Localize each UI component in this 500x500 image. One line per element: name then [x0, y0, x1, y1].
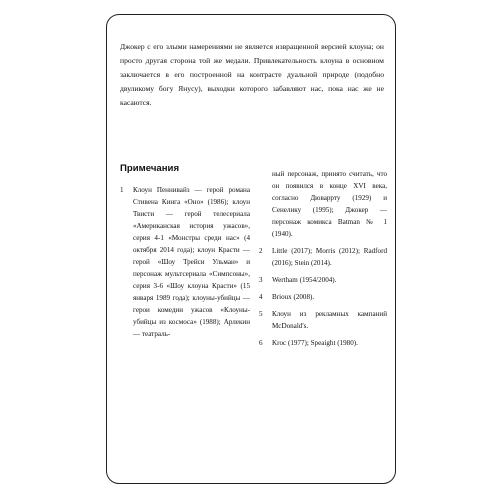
note-item [259, 308, 387, 332]
note-text: Little (2017); Morris (2012); Radford (2016); Stein (2014). [272, 247, 387, 267]
note-item [259, 274, 387, 286]
notes-column-right [259, 168, 387, 354]
note-item [259, 291, 387, 303]
note-number: 6 [259, 339, 263, 347]
note-text: Клоун Пеннивайз — герой романа Стивена Кинга «Оно» (1986); клоун Твисти — герой телесериала «Американская история ужасов», серия 4-1 «Монстры среди нас» (4 октября 2014 года); клоун Красти — герой «Шоу Трейси Ульман» и персонаж мультсериала «Симпсоны», серия 3-6 «Шоу клоуна Красти» (15 января 1989 года); клоуны-убийцы — герои комедии ужасов «Клоуны-убийцы из космоса» (1988); Арлекин — театраль- [133, 186, 250, 338]
note-text: Wertham (1954/2004). [272, 276, 337, 284]
note-continuation [259, 168, 387, 240]
note-item [120, 184, 250, 340]
notes-heading: Примечания [120, 163, 180, 174]
note-number: 1 [120, 186, 124, 194]
note-number: 3 [259, 276, 263, 284]
note-text: Brioux (2008). [272, 293, 315, 301]
book-page [106, 14, 396, 484]
note-number: 5 [259, 310, 263, 318]
note-item [259, 337, 387, 349]
body-paragraph: Джокер с его злыми намерениями не является извращенной версией клоуна; он просто другая сторона той же медали. Привлекательность клоуна в основном заключается в его построенной на контрасте дуальной природе (подобно двуликому богу Янусу), выходки которого забавляют нас, пока нас же не касаются. [120, 42, 384, 107]
note-text: Kroc (1977); Speaight (1980). [272, 339, 358, 347]
note-number: 2 [259, 247, 263, 255]
notes-column-left [120, 184, 250, 345]
note-text: Клоун из рекламных кампаний McDonald's. [272, 310, 387, 330]
note-item [259, 245, 387, 269]
note-text: ный персонаж, принято считать, что он появился в конце XVI века, согласно Дюваррту (1929) и Сенелику (1995); Джокер — персонаж комикса Batman № 1 (1940). [272, 170, 387, 238]
note-number: 4 [259, 293, 263, 301]
